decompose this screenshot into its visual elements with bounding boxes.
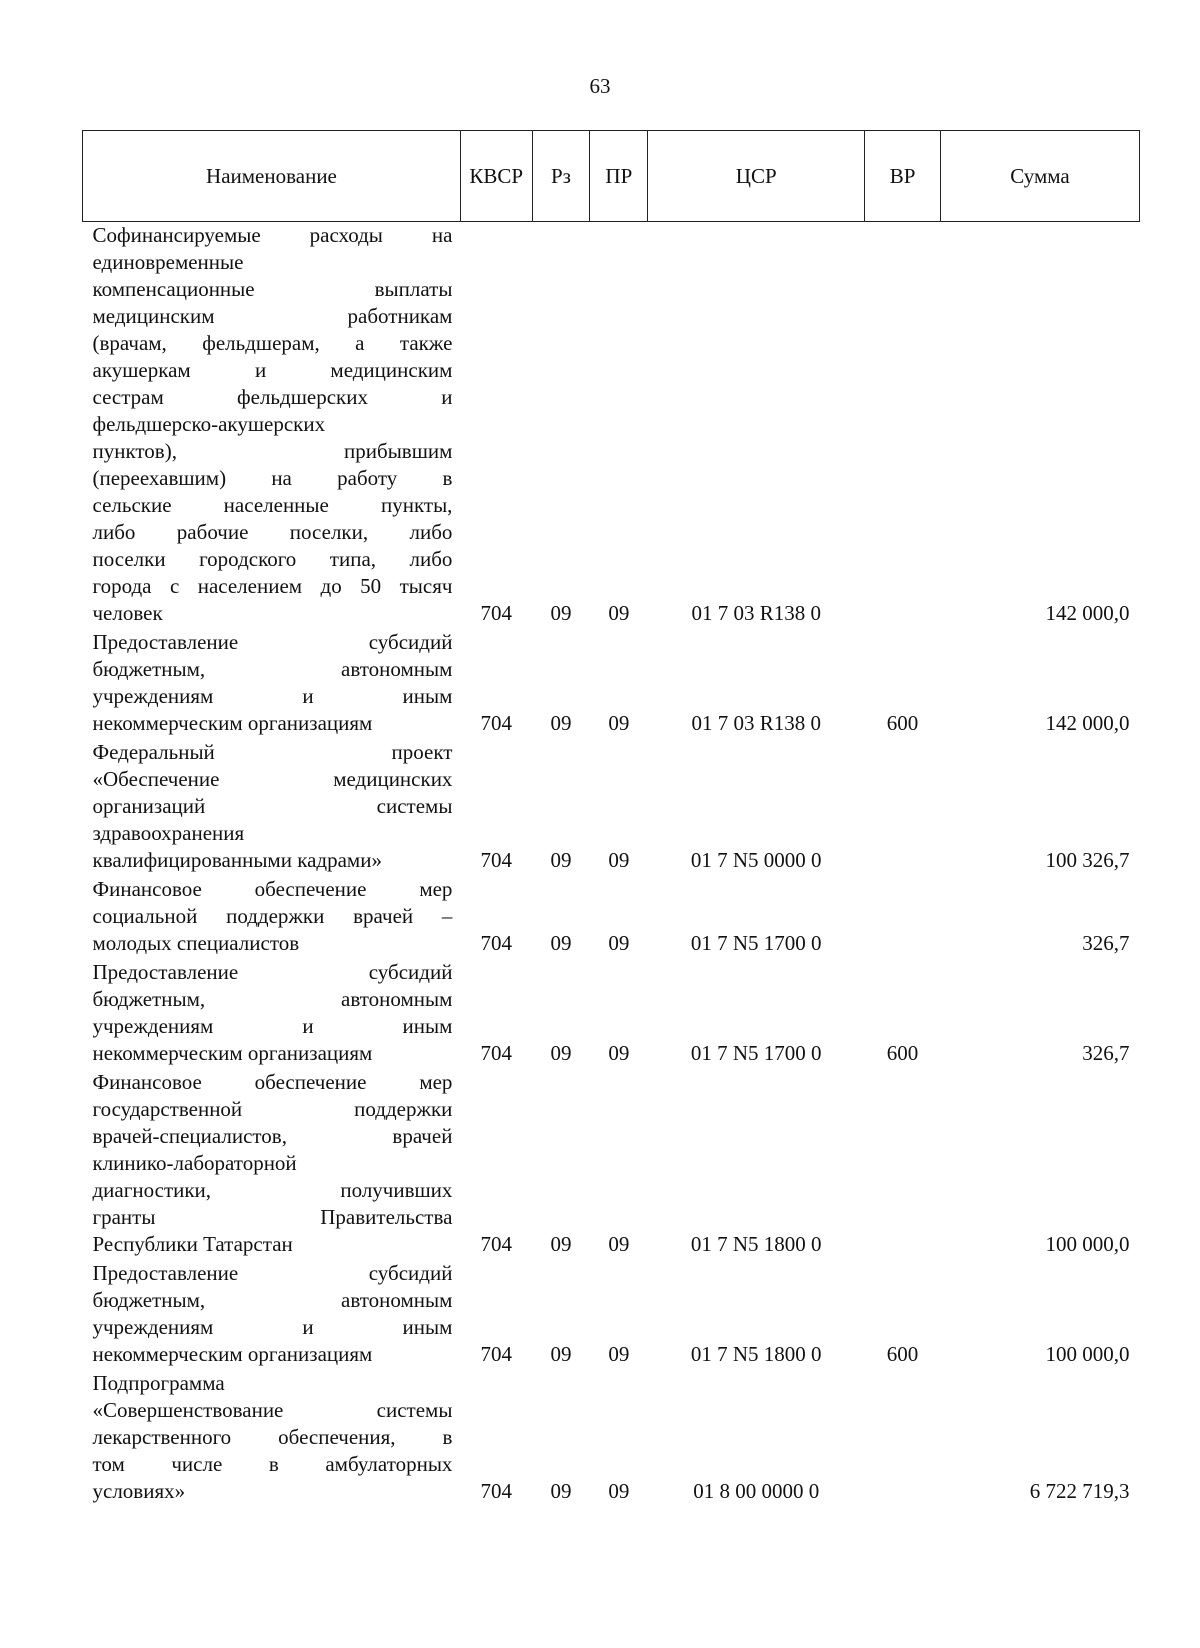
row-rz: 09 <box>550 1342 572 1366</box>
row-name-line: компенсационные выплаты <box>92 277 453 301</box>
row-kvsr: 704 <box>480 848 512 872</box>
row-sum: 326,7 <box>1082 1041 1130 1065</box>
row-name-line: города с населением до 50 тысяч <box>92 574 453 598</box>
row-pr: 09 <box>608 1041 630 1065</box>
row-name-line: том числе в амбулаторных <box>92 1452 453 1476</box>
row-name-line: лекарственного обеспечения, в <box>92 1425 453 1449</box>
row-vr: 600 <box>886 711 919 735</box>
row-sum: 326,7 <box>1082 931 1130 955</box>
row-name-line: Федеральный проект <box>92 740 453 764</box>
row-csr: 01 7 N5 1700 0 <box>690 931 822 955</box>
row-name-line: бюджетным, автономным <box>92 657 453 681</box>
row-vr <box>865 876 941 959</box>
row-rz: 09 <box>550 848 572 872</box>
row-kvsr: 704 <box>480 711 512 735</box>
row-name-line: гранты Правительства <box>92 1205 453 1229</box>
row-name-line: Республики Татарстан <box>92 1232 293 1256</box>
table-row <box>83 1069 1140 1260</box>
row-name-line: Финансовое обеспечение мер <box>92 877 453 901</box>
row-name <box>83 959 461 1069</box>
table-row <box>83 876 1140 959</box>
row-name-line: государственной поддержки <box>92 1097 453 1121</box>
row-rz: 09 <box>550 1041 572 1065</box>
row-vr: 600 <box>886 1041 919 1065</box>
row-name <box>83 1260 461 1370</box>
row-csr: 01 7 N5 1800 0 <box>690 1232 822 1256</box>
row-sum: 100 000,0 <box>1045 1342 1130 1366</box>
row-pr: 09 <box>608 1479 630 1503</box>
row-vr <box>865 1069 941 1260</box>
row-pr: 09 <box>608 848 630 872</box>
header-kvsr: КВСР <box>460 131 532 222</box>
row-csr: 01 7 03 R138 0 <box>691 711 821 735</box>
table-row <box>83 1370 1140 1507</box>
row-kvsr: 704 <box>480 1342 512 1366</box>
row-kvsr: 704 <box>480 1232 512 1256</box>
row-name-line: Предоставление субсидий <box>92 960 453 984</box>
header-name: Наименование <box>83 131 461 222</box>
row-name-line: врачей-специалистов, врачей <box>92 1124 453 1148</box>
row-pr: 09 <box>608 931 630 955</box>
row-vr <box>865 222 941 630</box>
row-name-line: учреждениям и иным <box>92 1315 453 1339</box>
table-row <box>83 739 1140 876</box>
row-pr: 09 <box>608 711 630 735</box>
table-header-row <box>83 131 1140 222</box>
row-vr <box>865 739 941 876</box>
row-name-line: (врачам, фельдшерам, а также <box>92 331 453 355</box>
table-row <box>83 1260 1140 1370</box>
row-csr: 01 7 N5 1700 0 <box>690 1041 822 1065</box>
row-name-line: акушеркам и медицинским <box>92 358 453 382</box>
row-name-line: фельдшерско-акушерских <box>92 412 326 436</box>
row-kvsr: 704 <box>480 1041 512 1065</box>
row-name-line: Предоставление субсидий <box>92 1261 453 1285</box>
row-name <box>83 739 461 876</box>
row-kvsr: 704 <box>480 1479 512 1503</box>
row-name-line: некоммерческим организациям <box>92 1342 373 1366</box>
row-name-line: некоммерческим организациям <box>92 1041 373 1065</box>
row-rz: 09 <box>550 1232 572 1256</box>
row-sum: 100 326,7 <box>1045 848 1130 872</box>
row-name-line: либо рабочие поселки, либо <box>92 520 453 544</box>
row-name-line: человек <box>92 601 163 625</box>
row-name-line: условиях» <box>92 1479 186 1503</box>
page-number: 63 <box>589 74 611 98</box>
header-rz: Рз <box>532 131 590 222</box>
row-name-line: бюджетным, автономным <box>92 987 453 1011</box>
row-name-line: Софинансируемые расходы на <box>92 223 453 247</box>
row-rz: 09 <box>550 1479 572 1503</box>
row-name-line: здравоохранения <box>92 821 245 845</box>
row-name <box>83 629 461 739</box>
row-sum: 142 000,0 <box>1045 711 1130 735</box>
row-name-line: молодых специалистов <box>92 931 300 955</box>
row-name-line: социальной поддержки врачей – <box>92 904 453 928</box>
row-name-line: медицинским работникам <box>92 304 453 328</box>
row-name-line: единовременные <box>92 250 244 274</box>
row-kvsr: 704 <box>480 931 512 955</box>
row-name-line: учреждениям и иным <box>92 684 453 708</box>
header-sum: Сумма <box>940 131 1139 222</box>
row-sum: 100 000,0 <box>1045 1232 1130 1256</box>
row-sum: 6 722 719,3 <box>1029 1479 1130 1503</box>
row-name-line: «Совершенствование системы <box>92 1398 453 1422</box>
row-name-line: (переехавшим) на работу в <box>92 466 453 490</box>
row-name-line: некоммерческим организациям <box>92 711 373 735</box>
row-pr: 09 <box>608 1342 630 1366</box>
budget-table <box>82 130 1140 1507</box>
row-rz: 09 <box>550 931 572 955</box>
header-pr: ПР <box>590 131 648 222</box>
row-csr: 01 7 03 R138 0 <box>691 601 821 625</box>
row-pr: 09 <box>608 601 630 625</box>
row-csr: 01 7 N5 1800 0 <box>690 1342 822 1366</box>
row-name-line: организаций системы <box>92 794 453 818</box>
row-name-line: квалифицированными кадрами» <box>92 848 382 872</box>
row-name-line: Предоставление субсидий <box>92 630 453 654</box>
row-vr <box>865 1370 941 1507</box>
table-row <box>83 629 1140 739</box>
row-name-line: клинико-лабораторной <box>92 1151 297 1175</box>
row-name <box>83 1069 461 1260</box>
row-name-line: Финансовое обеспечение мер <box>92 1070 453 1094</box>
row-rz: 09 <box>550 711 572 735</box>
row-name-line: поселки городского типа, либо <box>92 547 453 571</box>
row-rz: 09 <box>550 601 572 625</box>
row-name-line: учреждениям и иным <box>92 1014 453 1038</box>
row-name-line: Подпрограмма <box>92 1371 225 1395</box>
row-sum: 142 000,0 <box>1045 601 1130 625</box>
row-pr: 09 <box>608 1232 630 1256</box>
row-name <box>83 1370 461 1507</box>
row-csr: 01 8 00 0000 0 <box>693 1479 820 1503</box>
row-name-line: бюджетным, автономным <box>92 1288 453 1312</box>
row-kvsr: 704 <box>480 601 512 625</box>
row-name-line: сельские населенные пункты, <box>92 493 453 517</box>
header-csr: ЦСР <box>648 131 865 222</box>
header-vr: ВР <box>865 131 941 222</box>
row-name-line: «Обеспечение медицинских <box>92 767 453 791</box>
row-name-line: сестрам фельдшерских и <box>92 385 453 409</box>
row-vr: 600 <box>886 1342 919 1366</box>
table-row <box>83 959 1140 1069</box>
row-name <box>83 222 461 630</box>
row-csr: 01 7 N5 0000 0 <box>690 848 822 872</box>
table-row <box>83 222 1140 630</box>
row-name <box>83 876 461 959</box>
row-name-line: диагностики, получивших <box>92 1178 453 1202</box>
row-name-line: пунктов), прибывшим <box>92 439 453 463</box>
